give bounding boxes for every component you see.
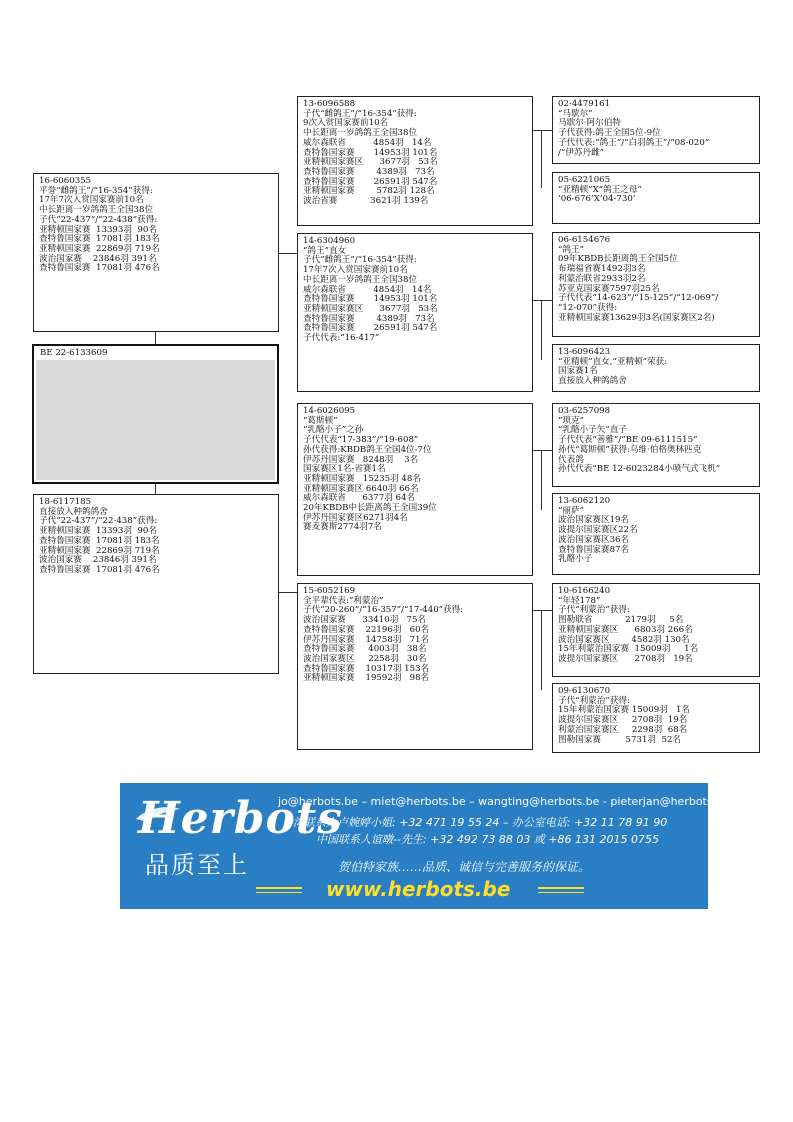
pedigree-line: 亚精顿国家赛 15235羽 48名 [303,473,421,484]
pedigree-line: 子代代表:“鸽王”/“白羽鸽王”/“08-020” [558,137,710,148]
pedigree-line: 赛麦赛斯2774羽7名 [303,522,382,533]
connector [155,484,156,494]
pedigree-line: 亚精顿国家赛 19592羽 98名 [303,673,430,684]
pedigree-line: 波治国家赛区 4582羽 130名 [558,634,690,645]
connector [541,610,542,690]
pedigree-line: 查特鲁国家赛 4389羽 73名 [303,313,435,324]
sss-lines [558,100,754,158]
pedigree-line: 平誉“雌鸽王”/“16-354”获得: [39,185,153,196]
pedigree-line: “葛斯顿” [303,415,338,426]
pedigree-line: 查特鲁国家赛 14953羽 101名 [303,147,438,158]
pedigree-line: 09年KBDB长距离鸽王全国5位 [558,254,678,265]
pedigree-line: 15-6052169 [303,586,356,596]
website-link[interactable]: www.herbots.be [326,877,511,901]
pedigree-line: 子代获得:鸽王全国5位-9位 [558,128,661,139]
pedigree-line: “马歇尔” [558,108,593,119]
pedigree-line: 20年KBDB中长距离鸽王全国39位 [303,503,437,514]
pedigree-line: 子代代表“17-383”/“19-608” [303,435,419,446]
pedigree-line: 查特鲁国家赛 17081羽 476名 [39,564,160,575]
pedigree-line: 子代代表“善雅”/“BE 09-6111515” [558,435,698,446]
pedigree-line: 查特鲁国家赛 22196羽 60名 [303,624,430,635]
pedigree-line: ‘06-676’X‘04-730’ [558,194,636,205]
pedigree-line: 孙代获得:KBDB鸽王全国4位-7位 [303,444,432,455]
pedigree-line: 波提尔国家赛区 2708羽 19名 [558,715,688,726]
connector [541,130,542,188]
pedigree-line: 子代代表“14-623”/“15-125”/“12-069”/ [558,293,719,304]
pedigree-line: 10-6166240 [558,586,611,596]
pedigree-line: “鸽王”直女 [303,245,347,256]
pedigree-line: 图勒国家赛 5731羽 52名 [558,734,682,745]
pedigree-line: 17年7次入赏国家赛前10名 [303,265,408,276]
pedigree-line: 孙代“葛斯顿”获得:乌维·伯格奥林匹克 [558,444,702,455]
pedigree-line: 直接放入种鸽鸽舍 [39,506,108,517]
pedigree-line: 亚精顿国家赛区 3677羽 53名 [303,303,438,314]
sdd-box [552,344,760,392]
pedigree-line: 亚精顿国家赛 13393羽 90名 [39,224,157,235]
dds-box [552,583,760,677]
pedigree-line: 13-6096588 [303,99,356,109]
pedigree-line: 13-6096423 [558,347,611,357]
pedigree-line: “年轻178” [558,595,601,606]
pedigree-line: 06-6154676 [558,235,611,245]
pedigree-line: 波治国家赛区19名 [558,515,630,526]
pedigree-line: 国家赛1名 [558,366,598,377]
pedigree-line: 布瑞福省赛1492羽3名 [558,264,646,275]
pedigree-line: 波治国家赛区 2258羽 30名 [303,653,427,664]
pedigree-line: 查特鲁国家赛 26591羽 547名 [303,176,438,187]
pedigree-line: 波治国家赛 23846羽 391名 [39,253,157,264]
pedigree-line: “乳酪小子”之孙 [303,425,364,436]
pedigree-line: 15年利蒙治国家赛 15009羽 1名 [558,644,699,655]
pedigree-line: “乳酪小子矢”直子 [558,425,627,436]
pedigree-line: 图勒联省 2179羽 5名 [558,615,684,626]
connector [533,450,552,451]
pedigree-line: 14-6026095 [303,406,356,416]
connector [279,592,297,593]
pedigree-line: 中长距离一岁鸽鸽王全国38位 [303,274,418,285]
pedigree-line: 利蒙治联省2933羽2名 [558,273,646,284]
pedigree-line: 全平辈代表:“利蒙治” [303,595,384,606]
pedigree-line: 伊苏丹国家赛 14758羽 71名 [303,634,430,645]
pedigree-line: 伊苏丹国家赛 8248羽 3名 [303,454,419,465]
pedigree-line: 17年7次入赏国家赛前10名 [39,195,144,206]
pedigree-line: 15年利蒙治国家赛 15009羽 1名 [558,705,691,716]
pedigree-line: 威尔森联省 4854羽 14名 [303,137,432,148]
pedigree-line: 13-6062120 [558,496,611,506]
subject-photo-placeholder [36,360,275,480]
connector [533,610,552,611]
pedigree-line: 05-6221065 [558,175,611,185]
pedigree-line: 子代“雌鸽王”/“16-354”获得: [303,108,417,119]
pedigree-line: 子代“雌鸽王”/“16-354”获得: [303,255,417,266]
contact-phone-china: 中国联系人谊暾--先生: +32 492 73 88 03 或 +86 131 2015 0755 [316,833,660,846]
connector [533,130,552,131]
contact-emails[interactable]: jo@herbots.be – miet@herbots.be – wangting@herbots.be - pieterjan@herbots.be [278,795,730,808]
sire-box [33,173,279,332]
sds-box [552,232,760,337]
pedigree-line: 亚精顿国家赛区 3677羽 53名 [303,157,438,168]
ssd-lines [558,176,754,205]
sire-dam-lines [303,237,527,344]
pedigree-line: 18-6117185 [39,497,92,507]
pedigree-line: “丽萨” [558,505,584,516]
pedigree-line: 孙代代表“BE 12-6023284小喷气式飞机” [558,464,721,475]
dam-lines [39,498,273,576]
pedigree-line: 中长距离一岁鸽鸽王全国38位 [303,128,418,139]
dam-dam-lines [303,587,527,684]
pedigree-line: 直接放入种鸽鸽舍 [558,376,627,387]
pedigree-line: 波提尔国家赛区 2708羽 19名 [558,653,693,664]
pedigree-line: 子代“20-260”/“16-357”/“17-440”获得: [303,605,464,616]
sire-dam-box [297,233,533,392]
pedigree-line: 子代“22-437”/“22-438”获得: [39,516,158,527]
pedigree-line: 亚精顿国家赛 13393羽 90名 [39,526,157,537]
pedigree-line: 子代代表:“16-417” [303,333,380,344]
pedigree-line: 波治省赛 3621羽 139名 [303,196,429,207]
pedigree-line: 查特鲁国家赛 17081羽 183名 [39,234,160,245]
pedigree-line: 子代“利蒙治”获得: [558,695,630,706]
pedigree-line: 查特鲁国家赛 4389羽 73名 [303,166,435,177]
pedigree-line: 查特鲁国家赛 17081羽 476名 [39,263,160,274]
sss-box [552,96,760,164]
pedigree-line: 代表鸽 [558,454,584,465]
pedigree-line: 查特鲁国家赛 4003羽 38名 [303,644,427,655]
pedigree-line: 16-6060355 [39,176,92,186]
pedigree-line: 波治国家赛 33410羽 75名 [303,615,427,626]
pedigree-line: 02-4479161 [558,99,611,109]
sdd-lines [558,348,754,387]
pedigree-line: “鸽王” [558,244,584,255]
decorative-line [256,887,302,889]
ddd-box [552,683,760,753]
decorative-line [538,892,584,893]
dss-lines [558,407,754,475]
dsd-box [552,493,760,575]
pedigree-line: “12-070”获得: [558,302,618,313]
decorative-line [538,887,584,889]
sire-sire-box [297,96,533,226]
sire-sire-lines [303,100,527,207]
pedigree-line: 国家赛区1名-省赛1名 [303,464,386,475]
connector [541,300,542,360]
herbots-banner [120,783,730,909]
pedigree-line: 苏亚克国家赛7597羽25名 [558,283,660,294]
pedigree-line: 子代“22-437”/“22-438”获得: [39,214,158,225]
connector [541,450,542,510]
pedigree-line: 波治国家赛区36名 [558,534,630,545]
pedigree-line: 亚精顿国家赛 22869羽 719名 [39,243,160,254]
pedigree-line: 中长距离一岁鸽鸽王全国38位 [39,205,154,216]
dam-dam-box [297,583,533,750]
slogan: 品质至上 [145,851,249,879]
pedigree-line: 利蒙治国家赛区 2298羽 68名 [558,724,688,735]
dss-box [552,403,760,487]
connector [279,253,297,254]
pedigree-line: 亚精顿国家赛 22869羽 719名 [39,545,160,556]
pedigree-line: 波治国家赛 23846羽 391名 [39,555,157,566]
pedigree-line: 查特鲁国家赛 14953羽 101名 [303,294,438,305]
herbots-logo: Herbots [138,793,343,844]
ssd-box [552,172,760,224]
dam-sire-box [297,403,533,576]
pedigree-line: 乳酪小子 [558,554,593,565]
pedigree-line: 伊苏丹国家赛区6271羽4名 [303,512,408,523]
pedigree-line: 查特鲁国家赛 17081羽 183名 [39,535,160,546]
pedigree-line: 亚精顿国家赛 5782羽 128名 [303,186,435,197]
pedigree-line: “亚精顿”X“鸽王之母” [558,184,642,195]
pedigree-line: 波提尔国家赛区22名 [558,525,638,536]
pedigree-line: “琐克” [558,415,584,426]
pedigree-line: 查特鲁国家赛 26591羽 547名 [303,323,438,334]
pedigree-line: 亚精顿国家赛13629羽3名(国家赛区2名) [558,312,715,323]
pedigree-line: 亚精顿国家赛区 6640羽 66名 [303,483,419,494]
contact-phone-taiwan: 台湾联系人卢婉婷小姐: +32 471 19 55 24 – 办公室电话: +32 11 78 91 90 [282,816,668,829]
dds-lines [558,587,754,665]
pedigree-line: 03-6257098 [558,406,611,416]
pedigree-line: 亚精顿国家赛区 6803羽 266名 [558,624,693,635]
pedigree-line: 9次入赏国家赛前10名 [303,118,389,129]
ddd-lines [558,687,754,745]
pedigree-line: 查特鲁国家赛 10317羽 153名 [303,663,430,674]
pedigree-line: 子代“利蒙治”获得: [558,605,630,616]
sire-lines [39,177,273,274]
decorative-line [256,892,302,893]
pedigree-line: /“伊苏丹雌” [558,147,605,158]
pedigree-line: 14-6304960 [303,236,356,246]
subject-box [32,344,279,484]
subject-ring-number: BE 22-6133609 [40,348,108,358]
dam-box [33,494,279,674]
guarantee-text: 贺伯特家族……品质、诚信与完善服务的保证。 [338,860,591,874]
pedigree-line: 09-6130670 [558,686,611,696]
pedigree-line: “亚精顿”直女,“亚精顿”荣获: [558,356,668,367]
dam-sire-lines [303,407,527,533]
connector [533,300,552,301]
pedigree-line: 查特鲁国家赛87名 [558,544,630,555]
dsd-lines [558,497,754,565]
pedigree-line: 马歇尔·阿尔伯特 [558,118,621,129]
pedigree-line: 威尔森联省 4854羽 14名 [303,284,432,295]
pedigree-line: 威尔森联省 6377羽 64名 [303,493,416,504]
sds-lines [558,236,754,323]
